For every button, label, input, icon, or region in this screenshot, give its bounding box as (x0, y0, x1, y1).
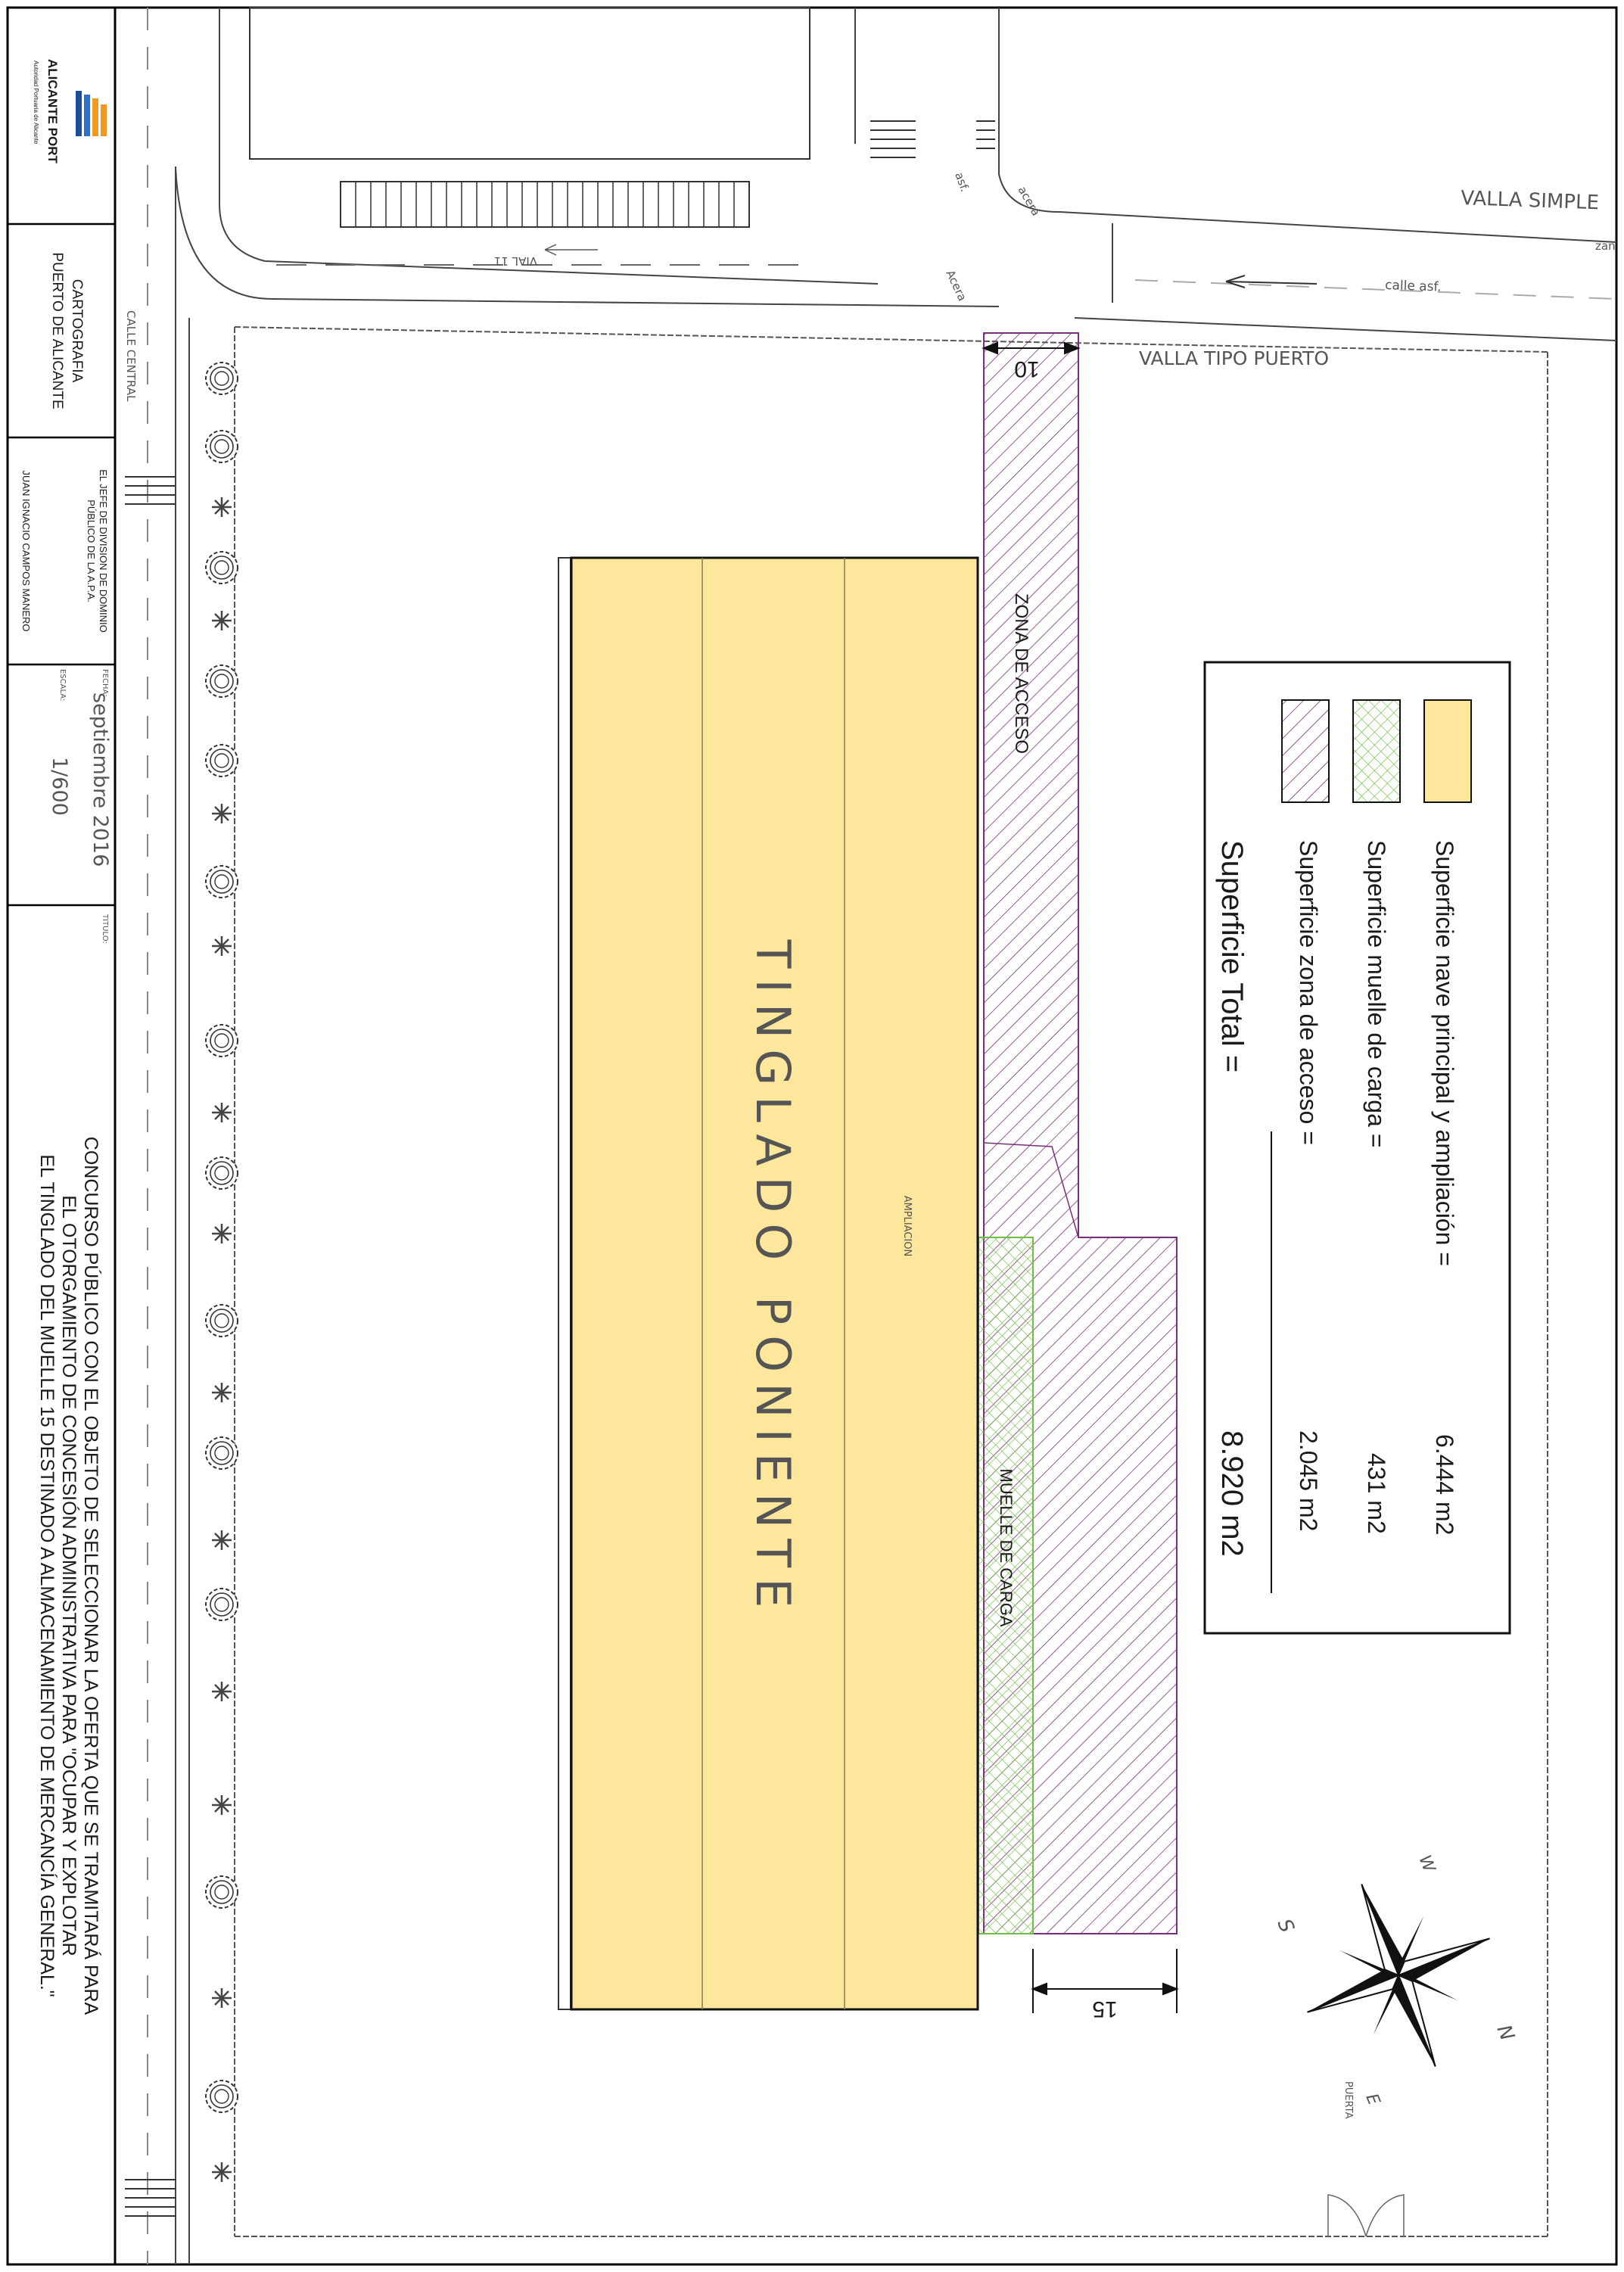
escala-value: 1/600 (48, 757, 71, 816)
compass-rose-icon (1271, 1847, 1526, 2103)
tree-line (206, 363, 238, 2182)
legend-row3-label: Superficie zona de acceso = (1295, 840, 1322, 1145)
titulo-label: TITULO: (101, 914, 109, 944)
chief-line-1: EL JEFE DE DIVISION DE DOMINIO (98, 469, 109, 633)
zona-acceso-label: ZONA DE ACCESO (1011, 593, 1031, 755)
dim-10-label: 10 (1014, 356, 1040, 381)
fecha-value: septiembre 2016 (89, 692, 112, 867)
titulo-line-2: EL OTORGAMIENTO DE CONCESIÓN ADMINISTRATIVA PARA "OCUPAR Y EXPLOTAR (58, 1195, 79, 1956)
legend-total-label: Superficie Total = (1215, 840, 1249, 1073)
vial-label: VIAL 11 (493, 254, 537, 268)
acera-label-1: acera (1015, 184, 1044, 219)
tinglado-label: TINGLADO PONIENTE (745, 939, 801, 1619)
logo-name: ALICANTE PORT (45, 59, 60, 163)
legend-row2-label: Superficie muelle de carga = (1363, 840, 1390, 1148)
acera-label-2: Acera (943, 268, 969, 303)
alicante-port-logo (33, 59, 107, 164)
compass-w: W (1414, 1852, 1439, 1875)
chief-name: JUAN IGNACIO CAMPOS MANERO (20, 470, 32, 632)
zan-label: zan (1595, 239, 1616, 253)
muelle-carga-label: MUELLE DE CARGA (997, 1468, 1016, 1627)
legend-swatch-zona (1282, 700, 1329, 802)
compass-s: S (1272, 1916, 1299, 1936)
legend-row3-value: 2.045 m2 (1295, 1430, 1322, 1532)
dim-15-label: 15 (1092, 1997, 1118, 2021)
puerta-label: PUERTA (1342, 2081, 1354, 2119)
compass-e: E (1361, 2090, 1383, 2109)
asf-label: asf. (952, 170, 972, 194)
legend-row1-label: Superficie nave principal y ampliación = (1431, 840, 1458, 1266)
legend-total-value: 8.920 m2 (1215, 1430, 1249, 1557)
ampliacion-label: AMPLIACION (901, 1195, 913, 1257)
fecha-label: FECHA: (101, 669, 109, 697)
valla-tipo-puerto-label: VALLA TIPO PUERTO (1139, 347, 1330, 369)
legend-swatch-nave (1424, 700, 1471, 802)
dept-line-2: PUERTO DE ALICANTE (49, 252, 65, 409)
calle-central-label: CALLE CENTRAL (124, 310, 138, 402)
titulo-line-1: CONCURSO PÚBLICO CON EL OBJETO DE SELECCIONAR LA OFERTA QUE SE TRAMITARÁ PARA (80, 1136, 101, 2015)
calle-asf-label: calle asf. (1384, 278, 1442, 295)
title-block (8, 8, 115, 2264)
valla-simple-label: VALLA SIMPLE (1460, 187, 1600, 215)
compass-n: N (1492, 2021, 1519, 2044)
legend-row2-value: 431 m2 (1363, 1453, 1390, 1534)
escala-label: ESCALA: (58, 669, 67, 702)
titulo-line-3: EL TINGLADO DEL MUELLE 15 DESTINADO A ALMACENAMIENTO DE MERCANCÍA GENERAL." (36, 1154, 58, 1997)
chief-line-2: PÚBLICO DE LA A.P.A. (86, 500, 97, 602)
dept-line-1: CARTOGRAFIA (69, 279, 85, 383)
logo-subtitle: Autoridad Portuaria de Alicante (33, 61, 39, 145)
legend-swatch-muelle (1353, 700, 1400, 802)
legend (1205, 662, 1510, 1633)
legend-row1-value: 6.444 m2 (1431, 1434, 1458, 1536)
